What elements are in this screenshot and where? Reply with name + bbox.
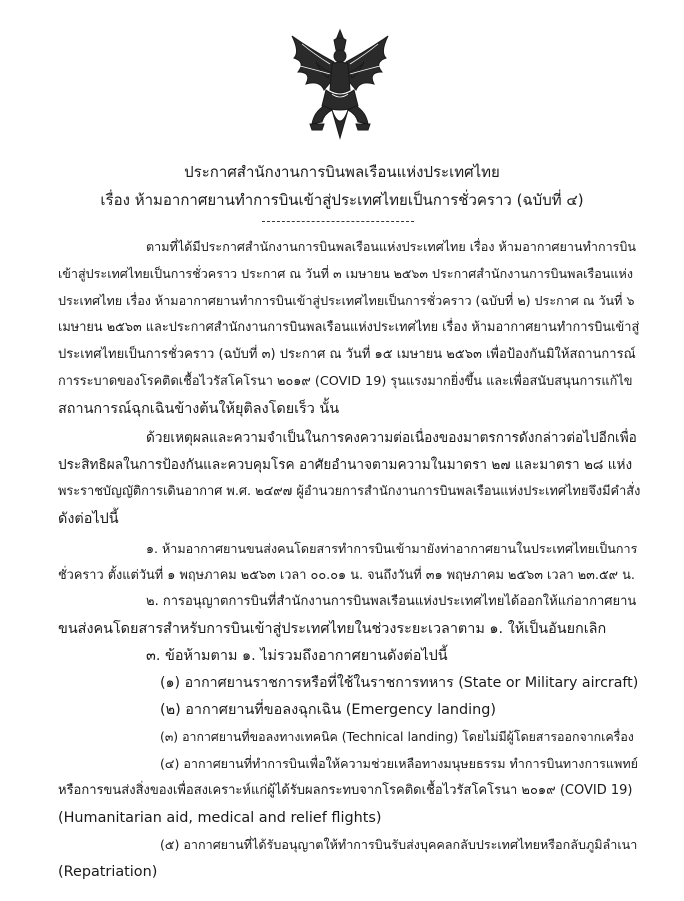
clause-2: ๒. การอนุญาตการบินที่สำนักงานการบินพลเรือนแห่งประเทศไทยได้ออกให้แก่อากาศยาน	[146, 594, 637, 609]
exception-4: (๔) อากาศยานที่ทำการบินเพื่อให้ความช่วยเหลือทางมนุษยธรรม ทำการบินทางการแพทย์	[160, 756, 639, 771]
body-line: สถานการณ์ฉุกเฉินข้างต้นให้ยุติลงโดยเร็ว นั้น	[58, 401, 340, 417]
body-line: ประเทศไทยเป็นการชั่วคราว (ฉบับที่ ๓) ประกาศ ณ วันที่ ๑๕ เมษายน ๒๕๖๓ เพื่อป้องกันมิให้สถานการณ์	[58, 347, 636, 362]
body-line: (Humanitarian aid, medical and relief flights)	[58, 810, 382, 826]
body-line: เมษายน ๒๕๖๓ และประกาศสำนักงานการบินพลเรือนแห่งประเทศไทย เรื่อง ห้ามอากาศยานทำการบินเข้าสู่	[58, 320, 640, 335]
body-line: ประเทศไทย เรื่อง ห้ามอากาศยานทำการบินเข้าสู่ประเทศไทยเป็นการชั่วคราว (ฉบับที่ ๒) ประกาศ ณ วันที่ ๖	[58, 293, 635, 308]
garuda-emblem-icon	[282, 28, 398, 140]
body-line: ตามที่ได้มีประกาศสำนักงานการบินพลเรือนแห่งประเทศไทย เรื่อง ห้ามอากาศยานทำการบิน	[146, 239, 637, 254]
body-line: ขนส่งคนโดยสารสำหรับการบินเข้าสู่ประเทศไทยในช่วงระยะเวลาตาม ๑. ให้เป็นอันยกเลิก	[58, 621, 607, 637]
body-line: ด้วยเหตุผลและความจำเป็นในการคงความต่อเนื่องของมาตรการดังกล่าวต่อไปอีกเพื่อ	[146, 430, 637, 446]
body-line: เข้าสู่ประเทศไทยเป็นการชั่วคราว ประกาศ ณ วันที่ ๓ เมษายน ๒๕๖๓ ประกาศสำนักงานการบินพลเรือนแห่ง	[58, 266, 633, 281]
title-divider	[262, 221, 414, 222]
body-line: ชั่วคราว ตั้งแต่วันที่ ๑ พฤษภาคม ๒๕๖๓ เวลา ๐๐.๐๑ น. จนถึงวันที่ ๓๑ พฤษภาคม ๒๕๖๓ เวลา ๒๓.๕๙ น.	[58, 568, 635, 583]
exception-1: (๑) อากาศยานราชการหรือที่ใช้ในราชการทหาร (State or Military aircraft)	[160, 675, 639, 691]
body-line: (Repatriation)	[58, 864, 158, 880]
announcement-subject: เรื่อง ห้ามอากาศยานทำการบินเข้าสู่ประเทศไทยเป็นการชั่วคราว (ฉบับที่ ๔)	[100, 191, 584, 209]
body-line: พระราชบัญญัติการเดินอากาศ พ.ศ. ๒๔๙๗ ผู้อำนวยการสำนักงานการบินพลเรือนแห่งประเทศไทยจึงมีคำสั่ง	[58, 484, 641, 499]
announcement-title: ประกาศสำนักงานการบินพลเรือนแห่งประเทศไทย	[184, 163, 500, 181]
body-line: การระบาดของโรคติดเชื้อไวรัสโคโรนา ๒๐๑๙ (COVID 19) รุนแรงมากยิ่งขึ้น และเพื่อสนับสนุนการแก้ไข	[58, 374, 633, 389]
exception-2: (๒) อากาศยานที่ขอลงฉุกเฉิน (Emergency landing)	[160, 702, 497, 718]
body-line: ดังต่อไปนี้	[58, 511, 119, 527]
exception-3: (๓) อากาศยานที่ขอลงทางเทคนิค (Technical landing) โดยไม่มีผู้โดยสารออกจากเครื่อง	[160, 729, 634, 744]
exception-5: (๕) อากาศยานที่ได้รับอนุญาตให้ทำการบินรับส่งบุคคลกลับประเทศไทยหรือกลับภูมิลำเนา	[160, 837, 638, 852]
clause-1: ๑. ห้ามอากาศยานขนส่งคนโดยสารทำการบินเข้ามายังท่าอากาศยานในประเทศไทยเป็นการ	[146, 541, 638, 556]
clause-3: ๓. ข้อห้ามตาม ๑. ไม่รวมถึงอากาศยานดังต่อไปนี้	[146, 648, 448, 664]
body-line: ประสิทธิผลในการป้องกันและควบคุมโรค อาศัยอำนาจตามความในมาตรา ๒๗ และมาตรา ๒๘ แห่ง	[58, 457, 633, 473]
body-line: หรือการขนส่งสิ่งของเพื่อสงเคราะห์แก่ผู้ได้รับผลกระทบจากโรคติดเชื้อไวรัสโคโรนา ๒๐๑๙ (COVID 19)	[58, 783, 633, 798]
